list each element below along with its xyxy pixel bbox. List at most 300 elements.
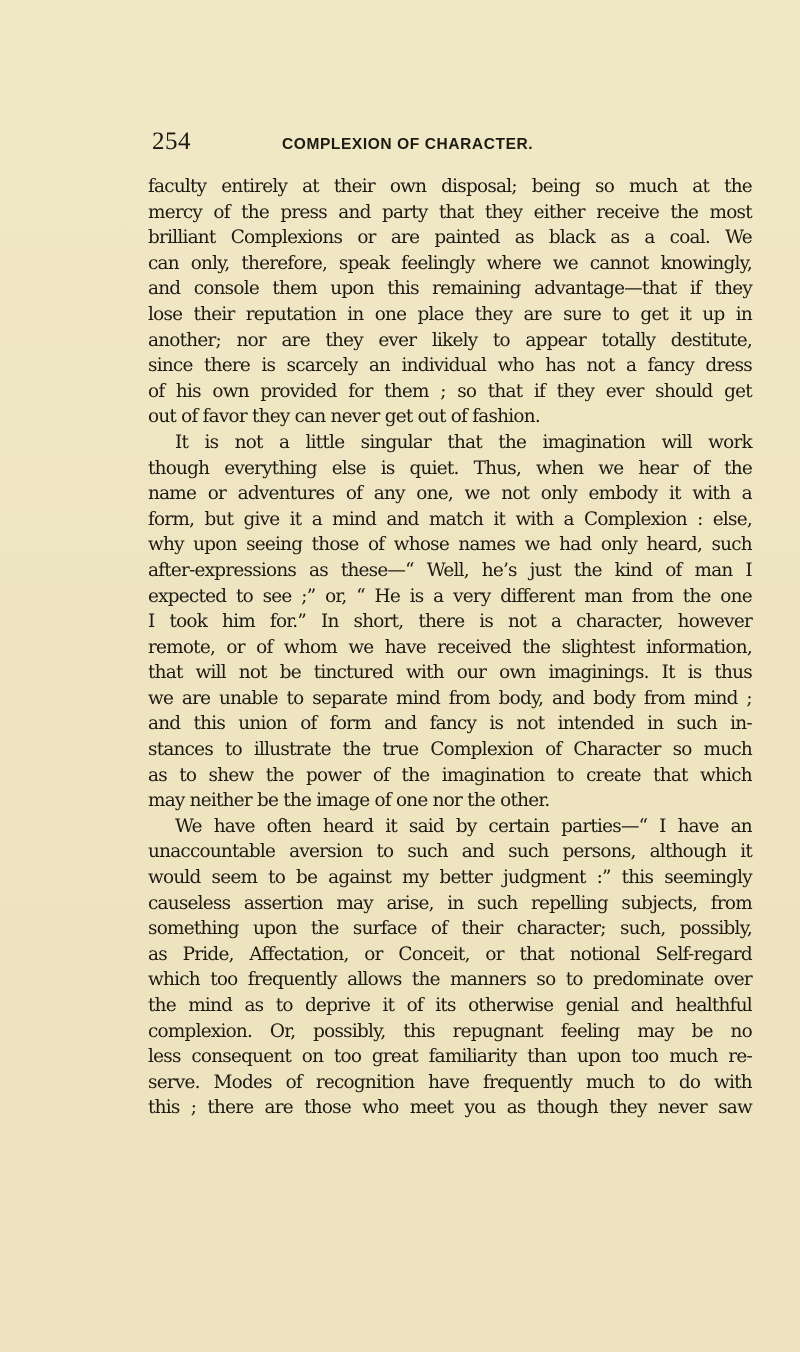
word: subjects, xyxy=(621,892,698,914)
word: received xyxy=(437,636,512,658)
word: being xyxy=(531,176,581,197)
word: there xyxy=(418,611,465,633)
word: we xyxy=(148,687,174,709)
word: it xyxy=(493,508,506,530)
word: his xyxy=(175,380,201,402)
word: too xyxy=(333,1046,362,1068)
word: it xyxy=(679,303,692,325)
word: kind xyxy=(614,559,653,581)
text-line xyxy=(148,225,752,251)
word: therefore, xyxy=(241,252,328,274)
word: character, xyxy=(576,611,663,633)
word: Well, xyxy=(426,559,469,581)
word: another; xyxy=(148,329,221,351)
text-line xyxy=(148,891,752,917)
word: possibly, xyxy=(679,918,752,940)
word: would xyxy=(148,867,201,889)
word: information, xyxy=(646,636,752,658)
word: are xyxy=(523,303,552,325)
word: seem xyxy=(211,867,258,889)
word: if xyxy=(533,380,546,402)
word: lose xyxy=(148,303,183,325)
word: fancy xyxy=(647,355,695,377)
word: over xyxy=(713,969,752,991)
word: console xyxy=(193,278,259,300)
word: likely xyxy=(431,329,478,351)
word: otherwise xyxy=(468,995,554,1016)
word: imagination xyxy=(542,431,646,453)
word: and xyxy=(338,201,371,223)
text-line xyxy=(148,302,752,328)
word: so xyxy=(595,176,615,197)
word: give xyxy=(243,508,280,530)
word: with xyxy=(515,508,554,530)
word: upon xyxy=(330,278,374,300)
word: of xyxy=(367,534,385,556)
word: We xyxy=(175,815,202,837)
word: meet xyxy=(409,1097,454,1119)
word: own xyxy=(389,176,427,197)
word: this xyxy=(387,278,419,300)
word: our xyxy=(456,662,487,684)
word: the xyxy=(310,918,339,940)
word: to xyxy=(376,841,394,863)
word: often xyxy=(266,815,311,837)
word: arise, xyxy=(386,892,434,914)
word: the xyxy=(498,431,527,453)
word: the xyxy=(265,764,294,786)
word: power xyxy=(305,764,361,786)
word: is xyxy=(479,611,494,633)
word: ; xyxy=(746,687,752,709)
word: I xyxy=(659,815,666,837)
word: create xyxy=(586,764,641,786)
running-head: COMPLEXION OF CHARACTER. xyxy=(282,136,534,153)
word: since xyxy=(148,355,193,377)
word: nor xyxy=(236,329,266,351)
word: Complexions xyxy=(230,227,343,249)
word: better xyxy=(439,867,493,889)
word: by xyxy=(455,815,477,837)
word: dress xyxy=(705,355,752,377)
word: feelingly xyxy=(401,252,475,274)
word: aversion xyxy=(289,841,363,863)
word: own xyxy=(212,380,249,402)
word: unable xyxy=(219,687,278,709)
word: names xyxy=(458,534,516,556)
word: their xyxy=(461,918,503,940)
word: that xyxy=(519,943,555,965)
word: very xyxy=(453,585,491,607)
word: is xyxy=(380,457,395,479)
word: be xyxy=(691,1020,713,1042)
text-line xyxy=(148,916,752,942)
word: He xyxy=(374,585,400,607)
word: disposal; xyxy=(441,176,517,197)
text-line xyxy=(148,174,752,200)
word: illustrate xyxy=(253,739,331,761)
word: brilliant xyxy=(148,227,216,249)
word: too xyxy=(210,969,238,991)
word: heard, xyxy=(646,534,703,556)
word: work xyxy=(708,431,752,453)
word: seeing xyxy=(246,534,303,556)
word: in xyxy=(447,892,464,914)
word: although xyxy=(649,841,727,863)
word: certain xyxy=(488,815,550,837)
text-line xyxy=(148,379,752,405)
text-line xyxy=(148,1070,752,1096)
word: of xyxy=(430,918,448,940)
word: : xyxy=(697,508,703,530)
word: something xyxy=(148,918,239,940)
word: advantage—that xyxy=(534,278,677,300)
word: little xyxy=(305,431,345,453)
word: a xyxy=(433,585,444,607)
word: we xyxy=(524,534,550,556)
word: man xyxy=(584,585,623,607)
text-line xyxy=(148,276,752,302)
word: is xyxy=(409,585,424,607)
word: we xyxy=(348,636,374,658)
word: own xyxy=(499,662,536,684)
word: of xyxy=(213,201,230,223)
word: man xyxy=(694,559,733,581)
word: a xyxy=(741,483,752,505)
word: recognition xyxy=(315,1071,415,1093)
word: faculty xyxy=(148,176,207,197)
word: when xyxy=(536,457,584,479)
word: “ xyxy=(356,585,365,607)
word: took xyxy=(169,611,208,633)
text-line xyxy=(148,251,752,277)
word: Pride, xyxy=(182,943,234,965)
word: to xyxy=(648,1071,666,1093)
word: manners xyxy=(450,969,527,991)
word: them xyxy=(272,278,317,300)
word: name xyxy=(148,483,197,505)
word: such xyxy=(407,841,448,863)
word: be xyxy=(279,662,301,684)
word: in xyxy=(647,713,664,735)
word: feeling xyxy=(560,1020,620,1042)
word: a xyxy=(625,355,637,377)
word: any xyxy=(373,483,405,505)
text-line: out of favor they can never get out of fashion. xyxy=(148,406,540,428)
text-line xyxy=(148,584,752,610)
word: embody xyxy=(588,483,658,505)
word: to xyxy=(179,764,197,786)
word: that xyxy=(487,380,523,402)
word: judgment xyxy=(503,867,586,889)
body-text xyxy=(148,174,752,1121)
word: have xyxy=(384,636,426,658)
word: allows xyxy=(347,969,402,991)
word: this xyxy=(403,1020,435,1042)
word: everything xyxy=(224,457,317,479)
word: and xyxy=(384,713,417,735)
word: not xyxy=(501,483,530,505)
text-line xyxy=(148,814,752,840)
word: at xyxy=(692,176,710,197)
word: only xyxy=(540,483,577,505)
word: place xyxy=(417,303,464,325)
word: of xyxy=(665,559,682,581)
word: great xyxy=(371,1046,418,1068)
word: this xyxy=(193,713,226,735)
word: up xyxy=(702,303,725,325)
word: Thus, xyxy=(473,457,522,479)
word: or xyxy=(357,227,376,249)
word: whom xyxy=(283,636,337,658)
word: it xyxy=(382,995,395,1016)
word: that xyxy=(447,431,482,453)
word: mercy xyxy=(148,201,203,223)
word: that xyxy=(653,764,688,786)
word: much xyxy=(585,1071,635,1093)
word: they xyxy=(556,380,595,402)
word: not xyxy=(508,611,537,633)
word: sure xyxy=(563,303,602,325)
word: complexion. xyxy=(148,1020,253,1042)
word: will xyxy=(661,431,692,453)
word: persons, xyxy=(562,841,636,863)
word: Modes xyxy=(213,1071,272,1093)
word: in xyxy=(735,303,752,325)
word: individual xyxy=(401,355,487,377)
word: of xyxy=(148,380,165,402)
word: have xyxy=(677,815,719,837)
text-line xyxy=(148,1044,752,1070)
word: my xyxy=(402,867,429,889)
word: the xyxy=(670,201,699,223)
word: It xyxy=(175,431,189,453)
word: ever xyxy=(378,329,417,351)
word: they xyxy=(484,201,523,223)
word: not xyxy=(238,662,267,684)
text-line xyxy=(148,865,752,891)
word: if xyxy=(689,278,702,300)
text-line xyxy=(148,763,752,789)
word: fancy xyxy=(429,713,477,735)
word: different xyxy=(500,585,575,607)
word: Complexion xyxy=(584,508,687,530)
word: receive xyxy=(596,201,659,223)
word: had xyxy=(559,534,592,556)
word: which xyxy=(148,969,200,991)
word: those xyxy=(311,534,359,556)
word: parties—“ xyxy=(561,815,648,837)
word: true xyxy=(382,739,419,761)
word: most xyxy=(709,201,752,223)
text-line xyxy=(148,839,752,865)
word: never xyxy=(657,1097,707,1119)
word: notional xyxy=(569,943,640,965)
word: do xyxy=(678,1071,701,1093)
word: so xyxy=(536,969,556,991)
word: Self-regard xyxy=(655,943,752,965)
word: tinctured xyxy=(313,662,394,684)
word: but xyxy=(204,508,234,530)
word: upon xyxy=(253,918,297,940)
word: body, xyxy=(498,687,544,709)
word: repugnant xyxy=(452,1020,543,1042)
word: this xyxy=(148,1097,180,1119)
word: one xyxy=(720,585,752,607)
word: the xyxy=(682,585,711,607)
word: press xyxy=(280,201,327,223)
word: assertion xyxy=(243,892,323,914)
word: has xyxy=(545,355,576,377)
word: black xyxy=(548,227,596,249)
word: the xyxy=(724,457,752,479)
word: to xyxy=(224,739,242,761)
word: and xyxy=(148,278,181,300)
word: at xyxy=(302,176,319,197)
word: predominate xyxy=(592,969,704,991)
text-line xyxy=(148,942,752,968)
word: deprive xyxy=(305,995,371,1016)
word: genial xyxy=(565,995,619,1016)
word: an xyxy=(730,815,752,837)
word: the xyxy=(401,764,430,786)
word: it xyxy=(385,815,397,837)
word: separate xyxy=(312,687,388,709)
word: unaccountable xyxy=(148,841,276,863)
word: scarcely xyxy=(286,355,358,377)
word: with xyxy=(714,1071,752,1093)
word: the xyxy=(411,969,440,991)
word: will xyxy=(195,662,226,684)
word: be xyxy=(296,867,318,889)
text-line xyxy=(148,532,752,558)
word: speak xyxy=(338,252,390,274)
word: they xyxy=(325,329,363,351)
word: surface xyxy=(352,918,417,940)
word: slightest xyxy=(561,636,635,658)
word: body xyxy=(593,687,636,709)
word: to xyxy=(556,764,574,786)
word: it xyxy=(668,483,681,505)
word: him xyxy=(222,611,255,633)
word: I xyxy=(745,559,752,581)
word: said xyxy=(408,815,444,837)
word: thus xyxy=(714,662,752,684)
text-line xyxy=(148,737,752,763)
word: reputation xyxy=(245,303,337,325)
word: only, xyxy=(190,252,230,274)
word: as xyxy=(148,943,167,965)
word: healthful xyxy=(675,995,752,1016)
word: there xyxy=(207,1097,254,1119)
word: upon xyxy=(577,1046,621,1068)
word: so xyxy=(457,380,477,402)
text-line xyxy=(148,200,752,226)
word: is xyxy=(489,713,504,735)
word: ; xyxy=(190,1097,197,1119)
word: the xyxy=(148,995,176,1016)
word: may xyxy=(336,892,373,914)
word: which xyxy=(700,764,752,786)
word: provided xyxy=(260,380,337,402)
word: you xyxy=(464,1097,496,1119)
word: such xyxy=(477,892,518,914)
text-line xyxy=(148,711,752,737)
word: totally xyxy=(601,329,656,351)
word: either xyxy=(533,201,585,223)
word: or, xyxy=(325,585,347,607)
word: the xyxy=(573,559,602,581)
word: of xyxy=(300,713,317,735)
word: causeless xyxy=(148,892,231,914)
page-number: 254 xyxy=(152,128,191,155)
word: intended xyxy=(557,713,634,735)
word: however xyxy=(677,611,752,633)
word: cannot xyxy=(589,252,649,274)
word: remote, xyxy=(148,636,216,658)
word: so xyxy=(672,739,692,761)
word: are xyxy=(264,1097,293,1119)
word: familiarity xyxy=(428,1046,517,1068)
word: a xyxy=(278,431,290,453)
word: from xyxy=(631,585,674,607)
word: they xyxy=(714,278,752,300)
word: and xyxy=(630,995,663,1016)
word: I xyxy=(148,611,155,633)
word: to xyxy=(565,969,583,991)
word: and xyxy=(386,508,419,530)
word: is xyxy=(261,355,276,377)
word: are xyxy=(181,687,211,709)
word: party xyxy=(381,201,428,223)
word: against xyxy=(328,867,392,889)
word: or xyxy=(364,943,383,965)
word: such xyxy=(508,841,549,863)
word: that xyxy=(438,201,474,223)
word: character; xyxy=(516,918,606,940)
word: We xyxy=(725,227,752,249)
word: on xyxy=(301,1046,324,1068)
word: such xyxy=(676,713,717,735)
text-line xyxy=(148,967,752,993)
word: get xyxy=(640,303,669,325)
text-line xyxy=(148,328,752,354)
word: of xyxy=(345,483,363,505)
word: a xyxy=(551,611,562,633)
word: union xyxy=(238,713,288,735)
text-line xyxy=(148,660,752,686)
word: remaining xyxy=(432,278,521,300)
word: it xyxy=(740,841,752,863)
word: stances xyxy=(148,739,214,761)
word: why xyxy=(148,534,184,556)
word: from xyxy=(643,687,685,709)
word: such xyxy=(711,534,752,556)
word: than xyxy=(527,1046,567,1068)
word: less xyxy=(148,1046,181,1068)
text-line xyxy=(148,1019,752,1045)
word: seemingly xyxy=(664,867,752,889)
word: with xyxy=(692,483,731,505)
word: saw xyxy=(718,1097,752,1119)
word: quiet. xyxy=(409,457,459,479)
word: a xyxy=(563,508,574,530)
word: for xyxy=(348,380,373,402)
word: only xyxy=(600,534,638,556)
word: the xyxy=(241,201,270,223)
word: match xyxy=(428,508,484,530)
word: is xyxy=(687,662,702,684)
